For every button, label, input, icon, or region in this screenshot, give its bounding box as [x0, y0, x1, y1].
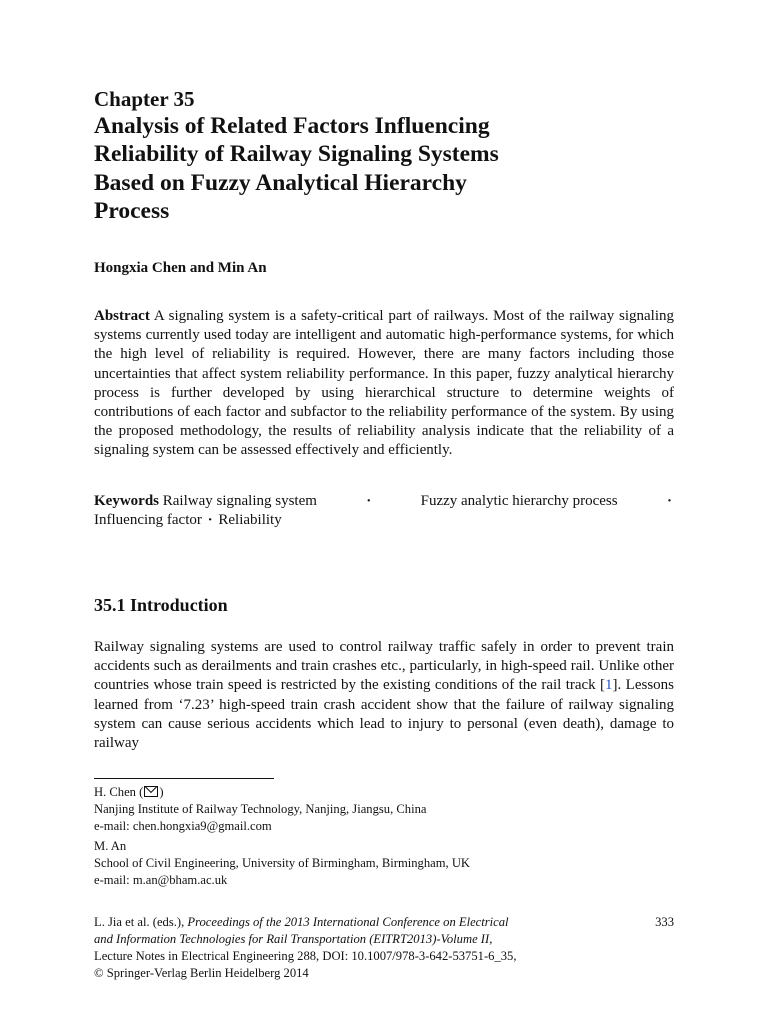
section-heading: 35.1 Introduction [94, 595, 228, 615]
proceedings-title-cont: and Information Technologies for Rail Transportation (EITRT2013)-Volume II, [94, 932, 493, 946]
title-line: Analysis of Related Factors Influencing [94, 113, 490, 139]
keywords [94, 492, 674, 530]
keywords-label: Keywords [94, 493, 159, 509]
reference-link[interactable]: 1 [605, 677, 613, 694]
intro-text: ]. Lessons learned from ‘7.23’ high-speed train crash accident show that the failure of railway signaling system can cause serious accidents which lead to injury to personal (even death), damage to railway [94, 677, 674, 752]
author-name-end: ) [159, 785, 164, 799]
abstract [94, 307, 674, 461]
keywords-line [94, 511, 674, 530]
keyword: Reliability [218, 512, 282, 529]
author-name: M. An [94, 839, 127, 853]
citation-line [94, 914, 614, 931]
footnote-divider [94, 778, 274, 779]
keyword-separator: · [207, 512, 213, 529]
envelope-icon [144, 786, 158, 797]
author-affiliation: Nanjing Institute of Railway Technology, Nanjing, Jiangsu, China [94, 802, 427, 816]
copyright: © Springer-Verlag Berlin Heidelberg 2014 [94, 966, 309, 980]
author-name: H. Chen ( [94, 785, 144, 799]
author-affiliation: School of Civil Engineering, University of Birmingham, Birmingham, UK [94, 856, 471, 870]
keyword: Influencing factor [94, 512, 202, 529]
title-line: Process [94, 197, 170, 224]
page-number: 333 [655, 915, 674, 929]
chapter-label: Chapter 35 [94, 87, 195, 111]
keyword-separator: · [366, 493, 372, 509]
citation-block [94, 914, 614, 982]
intro-paragraph [94, 638, 674, 753]
footnote-name-line [94, 784, 426, 801]
citation-editors: L. Jia et al. (eds.), [94, 915, 188, 929]
keyword: Railway signaling system [162, 493, 317, 509]
footnote-author-2 [94, 838, 470, 889]
chapter-title [94, 112, 594, 225]
author-email[interactable]: e-mail: chen.hongxia9@gmail.com [94, 819, 272, 833]
keywords-line [94, 492, 674, 511]
keywords-label-wrap [94, 492, 317, 511]
author-email[interactable]: e-mail: m.an@bham.ac.uk [94, 873, 228, 887]
abstract-label: Abstract [94, 308, 150, 324]
keyword-separator: · [666, 493, 672, 509]
title-line: Reliability of Railway Signaling Systems [94, 141, 499, 168]
intro-text: Railway signaling systems are used to control railway traffic safely in order to prevent train accidents such as derailments and train crashes etc., particularly, in high-speed rail. Unlike other countries whose train speed is restricted by the existing conditions of the rail track [ [94, 639, 674, 694]
footnote-author-1 [94, 784, 426, 835]
series-doi: Lecture Notes in Electrical Engineering 288, DOI: 10.1007/978-3-642-53751-6_35, [94, 949, 517, 963]
proceedings-title: Proceedings of the 2013 International Conference on Electrical [187, 915, 509, 929]
abstract-text: A signaling system is a safety-critical part of railways. Most of the railway signaling systems currently used today are intelligent and automatic high-performance systems, for which the high level of reliability is required. However, there are many factors including those uncertainties that affect system reliability performance. In this paper, fuzzy analytical hierarchy process is further developed by using hierarchical structure to determine weights of contributions of each factor and subfactor to the reliability performance of the system. By using the proposed methodology, the results of reliability analysis indicate that the reliability of a signaling system can be assessed effectively and efficiently. [94, 308, 674, 459]
keyword: Fuzzy analytic hierarchy process [420, 493, 618, 509]
title-line: Based on Fuzzy Analytical Hierarchy [94, 169, 467, 196]
authors: Hongxia Chen and Min An [94, 260, 267, 276]
